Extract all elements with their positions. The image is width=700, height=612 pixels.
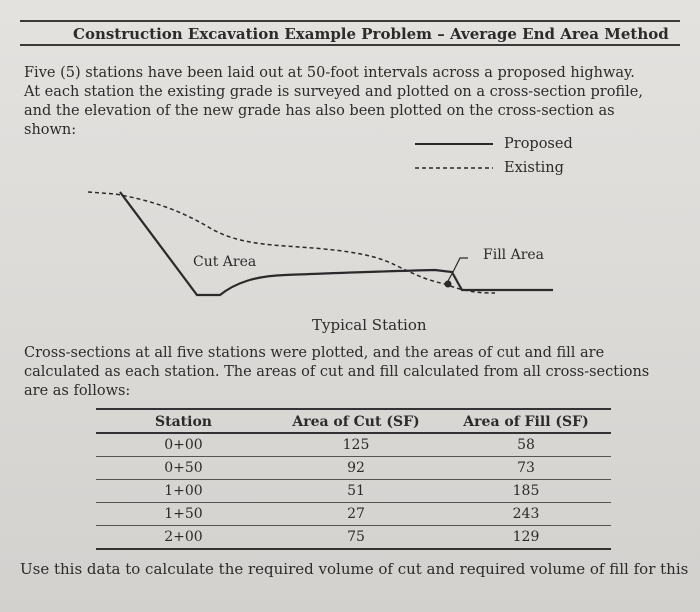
cut-cell: 75 [347, 529, 365, 545]
cut-cell: 92 [347, 460, 365, 476]
table-row [96, 457, 611, 480]
fill-cell: 185 [512, 483, 540, 499]
table-row [96, 433, 611, 457]
station-cell: 1+00 [164, 483, 203, 499]
existing-grade-line [88, 192, 495, 293]
page-title: Construction Excavation Example Problem – Average End Area Method [73, 25, 669, 43]
header-station: Station [155, 414, 212, 430]
cut-cell: 27 [347, 506, 365, 522]
table-row [96, 503, 611, 526]
fill-area-leader [448, 258, 468, 281]
fill-area-label: Fill Area [483, 247, 545, 263]
station-cell: 2+00 [164, 529, 203, 545]
cross-section-paragraph: Cross-sections at all five stations were plotted, and the areas of cut and fill are calculated as each station. The areas of cut and fill calculated from all cross-sections are as follows: [24, 345, 650, 399]
legend-proposed-label: Proposed [504, 136, 573, 152]
station-cell: 0+00 [164, 437, 203, 453]
top-rule [20, 20, 680, 22]
fill-cell: 73 [517, 460, 535, 476]
intro-paragraph: Five (5) stations have been laid out at 50-foot intervals across a proposed highway. At each station the existing grade is surveyed and plotted on a cross-section profile, and the elevation of the new grade has also been plotted on the cross-section as shown: [24, 65, 643, 138]
fill-cell: 129 [512, 529, 540, 545]
table-row [96, 480, 611, 503]
header-area-of-fill: Area of Fill (SF) [463, 414, 589, 430]
station-cell: 1+50 [164, 506, 203, 522]
legend-existing-label: Existing [504, 160, 564, 176]
title-underline-rule [20, 44, 680, 46]
station-cell: 0+50 [164, 460, 203, 476]
cut-cell: 125 [342, 437, 370, 453]
proposed-grade-line [120, 192, 553, 295]
legend-existing-line [415, 164, 495, 172]
table-header-row [96, 409, 611, 433]
instruction-text: Use this data to calculate the required volume of cut and required volume of fill for this [20, 560, 689, 578]
fill-point-marker [445, 281, 452, 288]
fill-cell: 243 [512, 506, 540, 522]
fill-cell: 58 [517, 437, 535, 453]
diagram-caption: Typical Station [312, 316, 427, 334]
header-area-of-cut: Area of Cut (SF) [292, 414, 420, 430]
cut-fill-table [96, 408, 611, 550]
cut-area-label: Cut Area [193, 254, 257, 270]
legend-proposed-line [415, 140, 495, 148]
cut-cell: 51 [347, 483, 365, 499]
cross-section-diagram [80, 180, 560, 305]
table-row [96, 526, 611, 550]
